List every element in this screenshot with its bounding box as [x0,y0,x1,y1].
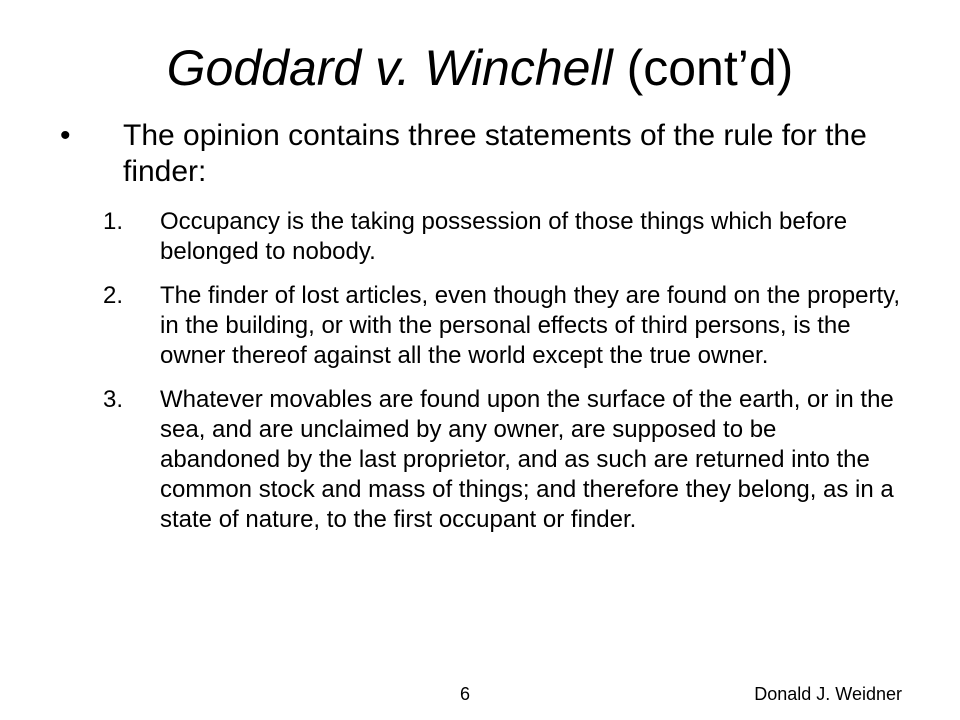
list-item-number: 2. [103,282,124,309]
list-item-number: 1. [103,208,124,235]
title-suffix: (cont’d) [612,40,794,96]
list-item [103,281,903,371]
title-case-name: Goddard v. Winchell [166,40,613,96]
page-number: 6 [460,684,471,704]
list-item-number: 3. [103,386,124,413]
list-item [103,207,903,267]
slide-title [0,38,960,98]
numbered-list [103,207,903,549]
bullet-icon: • [60,119,71,152]
bullet-text: The opinion contains three statements of the rule for the finder: [123,119,867,188]
list-item-text: Whatever movables are found upon the surface of the earth, or in the sea, and are unclaimed by any owner, are supposed to be abandoned by the last proprietor, and as such are returned into the common stock and mass of things; and therefore they belong, as in a state of nature, to the first occupant or finder. [160,386,894,533]
list-item-text: Occupancy is the taking possession of those things which before belonged to nobody. [160,208,848,265]
author-name: Donald J. Weidner [754,684,902,704]
list-item-text: The finder of lost articles, even though they are found on the property, in the building, or with the personal effects of third persons, is the owner thereof against all the world except the true owner. [160,282,901,369]
list-item [103,385,903,535]
